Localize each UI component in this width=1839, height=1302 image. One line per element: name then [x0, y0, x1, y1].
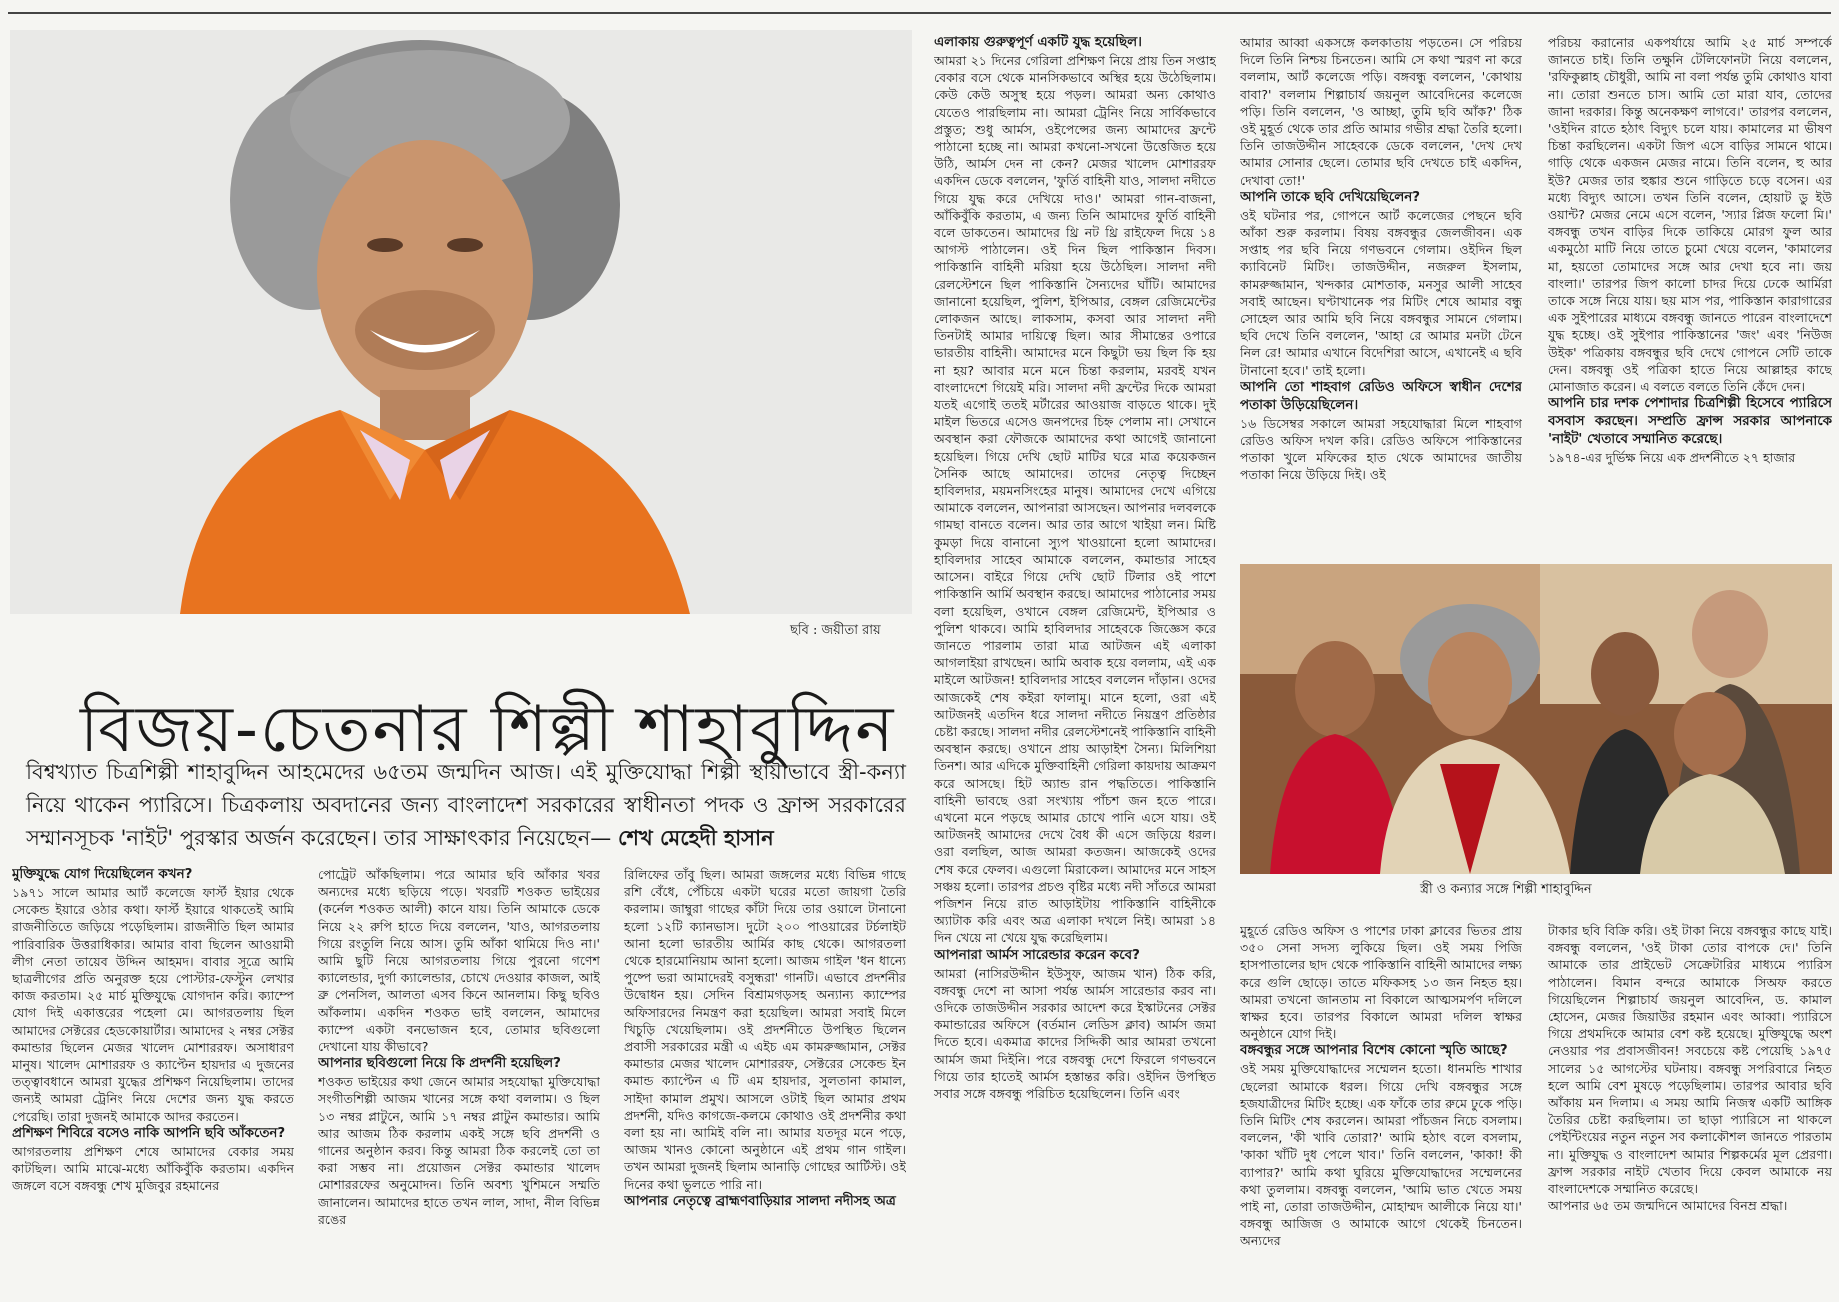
article-column-1 [12, 866, 294, 1298]
interview-question: আপনার নেতৃত্বে ব্রাহ্মণবাড়িয়ার সালদা নদীসহ অত্র [624, 1193, 896, 1209]
interview-answer: ১৯৭৪-এর দুর্ভিক্ষ নিয়ে এক প্রদর্শনীতে ২৭ হাজার [1548, 450, 1796, 466]
interview-answer: আমার আব্বা একসঙ্গে কলকাতায় পড়তেন। সে পরিচয় দিলে তিনি নিশ্চয় চিনতেন। আমি সে কথা স্মরণ না করে বললাম, আর্ট কলেজে পড়ি। বঙ্গবন্ধু বললেন, 'কোথায় বাবা?' বললাম শিল্পাচার্য জয়নুল আবেদিনের কলেজে পড়ি। তিনি বললেন, 'ও আচ্ছা, তুমি ছবি আঁক?' ঠিক ওই মুহূর্ত থেকে তার প্রতি আমার গভীর শ্রদ্ধা তৈরি হলো। তিনি তাজউদ্দীন সাহেবকে ডেকে বললেন, 'দেখ দেখ আমার সোনার ছেলে। তোমার ছবি দেখতে চাই একদিন, দেখাবা তো!' [1240, 35, 1522, 188]
interview-answer: ১৬ ডিসেম্বর সকালে আমরা সহযোদ্ধারা মিলে শাহবাগ রেডিও অফিস দখল করি। রেডিও অফিসে পাকিস্তানের পতাকা খুলে মফিকের হাত থেকে আমাদের জাতীয় পতাকা নিয়ে উড়িয়ে দিই। ওই [1240, 415, 1522, 483]
family-group-photo [1240, 564, 1832, 874]
interview-question: বঙ্গবন্ধুর সঙ্গে আপনার বিশেষ কোনো স্মৃতি আছে? [1240, 1043, 1508, 1059]
article-column-6 [1548, 34, 1832, 554]
interview-answer: ১৯৭১ সালে আমার আর্ট কলেজে ফার্স্ট ইয়ার থেকে সেকেন্ড ইয়ারে ওঠার কথা। ফার্স্ট ইয়ারে থাকতেই আমি রাজনীতিতে জড়িয়ে পড়েছিলাম। রাজনীতি ছিল আমার পারিবারিক উত্তরাধিকার। আমার বাবা ছিলেন আওয়ামী লীগ নেতা তায়েব উদ্দিন আহমদ। বাবার সূত্রে আমি ছাত্রলীগের প্রতি অনুরক্ত হয়ে পোস্টার-ফেস্টুন লেখার কাজ করতাম। ২৫ মার্চ মুক্তিযুদ্ধে যোগদান করি। ক্যাম্পে যোগ দিই একাত্তরের পহেলা মে। আগরতলায় ছিল আমাদের সেক্টরের হেডকোয়ার্টার। আমাদের ২ নম্বর সেক্টর কমান্ডার ছিলেন মেজর খালেদ মোশাররফ। অসাধারণ মানুষ। খালেদ মোশাররফ ও ক্যাপ্টেন হায়দার এ দুজনের তত্ত্বাবধানে আমরা যুদ্ধের প্রশিক্ষণ নিয়েছিলাম। তাদের জন্যই আমরা ট্রেনিং নিয়ে দেশের জন্য যুদ্ধ করতে পেরেছি। তারা দুজনই আমাকে আদর করতেন। [12, 885, 294, 1124]
interview-answer: রিলিফের তাঁবু ছিল। আমরা জঙ্গলের মধ্যে বিভিন্ন গাছে রশি বেঁধে, পেঁচিয়ে একটা ঘরের মতো জায়গা তৈরি করলাম। জাম্বুরা গাছের কাঁটা দিয়ে তার ওয়ালে টানানো হলো ১২টি ক্যানভাস। দুটো ২০০ পাওয়ারের টর্চলাইট আনা হলো ভারতীয় আর্মির কাছ থেকে। আগরতলা থেকে হারমোনিয়াম আনা হলো। আজম গাইল 'ধন ধান্যে পুষ্পে ভরা আমাদেরই বসুন্ধরা' গানটি। এভাবে প্রদর্শনীর উদ্বোধন হয়। সেদিন বিশ্রামগড়সহ অন্যান্য ক্যাম্পের অফিসারদের নিমন্ত্রণ করা হয়েছিল। আমরা সবাই মিলে খিচুড়ি খেয়েছিলাম। ওই প্রদর্শনীতে উপস্থিত ছিলেন প্রবাসী সরকারের মন্ত্রী এ এইচ এম কামরুজ্জামান, সেক্টর কমান্ডার মেজর খালেদ মোশাররফ, সেক্টরের সেকেন্ড ইন কমান্ড ক্যাপ্টেন এ টি এম হায়দার, সুলতানা কামাল, সাইদা কামাল প্রমুখ। আসলে ওটাই ছিল আমার প্রথম প্রদর্শনী, যদিও কাগজে-কলমে কোথাও ওই প্রদর্শনীর কথা বলা হয় না। আমিই বলি না। আমার যতদূর মনে পড়ে, আজম খানও কোনো অনুষ্ঠানে এই প্রথম গান গাইল। তখন আমরা দুজনই ছিলাম আনাড়ি গোছের আর্টিস্ট। ওই দিনের কথা ভুলতে পারি না। [624, 867, 906, 1192]
article-column-5 [1240, 34, 1522, 554]
interview-question: আপনারা আর্মস সারেন্ডার করেন কবে? [934, 947, 1140, 963]
interview-question: আপনার ছবিগুলো নিয়ে কি প্রদর্শনী হয়েছিল? [318, 1056, 561, 1072]
interview-question: আপনি তাকে ছবি দেখিয়েছিলেন? [1240, 189, 1421, 205]
portrait-photo [10, 30, 912, 614]
top-rule [8, 12, 1831, 14]
interview-answer: শওকত ভাইয়ের কথা জেনে আমার সহযোদ্ধা মুক্তিযোদ্ধা সংগীতশিল্পী আজম খানের সঙ্গে কথা বললাম। ও ছিল ১৩ নম্বর প্লাটুনে, আমি ১৭ নম্বর প্লাটুন কমান্ডার। আমি আর আজম ঠিক করলাম একই সঙ্গে ছবি প্রদর্শনী ও গানের অনুষ্ঠান করব। কিন্তু আমরা ঠিক করলেই তো তা করা সম্ভব না। প্রয়োজন সেক্টর কমান্ডার খালেদ মোশাররফের অনুমোদন। তিনি অবশ্য খুশিমনে সম্মতি জানালেন। আমাদের হাতে তখন লাল, সাদা, নীল বিভিন্ন রঙের [318, 1074, 600, 1227]
interview-question: আপনি তো শাহবাগ রেডিও অফিসে স্বাধীন দেশের পতাকা উড়িয়েছিলেন। [1240, 379, 1522, 413]
intro-paragraph [26, 756, 906, 855]
interview-question: এলাকায় গুরুত্বপূর্ণ একটি যুদ্ধ হয়েছিল। [934, 35, 1142, 50]
photo-credit: ছবি : জয়ীতা রায় [790, 623, 881, 638]
interview-question: মুক্তিযুদ্ধে যোগ দিয়েছিলেন কখন? [12, 867, 193, 882]
interview-question: আপনি চার দশক পেশাদার চিত্রশিল্পী হিসেবে প্যারিসে বসবাস করছেন। সম্প্রতি ফ্রান্স সরকার আপনাকে 'নাইট' খেতাবে সম্মানিত করেছে। [1548, 396, 1832, 448]
article-column-3 [624, 866, 906, 1298]
article-column-7 [1240, 922, 1522, 1298]
interview-answer: ওই ঘটনার পর, গোপনে আর্ট কলেজের পেছনে ছবি আঁকা শুরু করলাম। বিষয় বঙ্গবন্ধুর জেলজীবন। এক সপ্তাহ পর ছবি নিয়ে গণভবনে গেলাম। ওইদিন ছিল ক্যাবিনেট মিটিং। তাজউদ্দীন, নজরুল ইসলাম, কামরুজ্জামান, খন্দকার মোশতাক, মনসুর আলী সাহেব সবাই আছেন। ঘণ্টাখানেক পর মিটিং শেষে আমার বন্ধু সোহেল আর আমি ছবি নিয়ে বঙ্গবন্ধুর সামনে গেলাম। ছবি দেখে তিনি বললেন, 'আহা রে আমার মনটা টেনে নিল রে! আমার এখানে বিদেশিরা আসে, এখানেই এ ছবি টানানো হবে।' তাই হলো। [1240, 207, 1522, 378]
interview-answer: আমরা ২১ দিনের গেরিলা প্রশিক্ষণ নিয়ে প্রায় তিন সপ্তাহ বেকার বসে থেকে মানসিকভাবে অস্থির হয়ে উঠেছিলাম। কেউ কেউ অসুস্থ হয়ে পড়ল। আমরা অন্য কোথাও যেতেও পারছিলাম না। আমরা ট্রেনিং নিয়ে সার্বিকভাবে প্রস্তুত; শুধু আর্মস, ওইপেন্সের জন্য আমাদের ফ্রন্টে পাঠানো হচ্ছে না। আমরা কখনো-সখনো উত্তেজিত হয়ে উঠি, আর্মস দেন না কেন? মেজর খালেদ মোশাররফ একদিন ডেকে বললেন, 'ফুর্তি বাহিনী যাও, সালদা নদীতে গিয়ে যুদ্ধ করে দেখিয়ে দাও।' আমরা গান-বাজনা, আঁকিবুঁকি করতাম, এ জন্য তিনি আমাদের ফুর্তি বাহিনী বলে ডাকতেন। আমাদের থ্রি নট থ্রি রাইফেল দিয়ে ১৪ আগস্ট পাঠালেন। ওই দিন ছিল পাকিস্তান দিবস। পাকিস্তানি বাহিনী মরিয়া হয়ে উঠেছিল। সালদা নদী রেলস্টেশনে ছিল পাকিস্তানি সৈন্যদের ঘাঁটি। আমাদের জানানো হয়েছিল, পুলিশ, ইপিআর, বেঙ্গল রেজিমেন্টের লোকজন আছে। লাকসাম, কসবা আর সালদা নদী তিনটাই আমার দায়িত্বে ছিল। আর সীমান্তের ওপারে ভারতীয় বাহিনী। আমাদের মনে কিছুটা ভয় ছিল কি হয় না হয়? আবার মনে মনে চিন্তা করলাম, মরবই যখন বাংলাদেশে গিয়েই মরি। সালদা নদী ফ্রন্টের দিকে আমরা যতই এগোই ততই মর্টারের আওয়াজ বাড়তে থাকে। দুই মাইল ভিতরে এসেও জনপদের চিহ্ন পেলাম না। সেখানে অবস্থান করা ফৌজকে আমাদের কথা আগেই জানানো হয়েছিল। গিয়ে দেখি ছোট মাটির ঘরে মাত্র কয়েকজন সৈনিক আছে আমাদের। তাদের নেতৃত্ব দিচ্ছেন হাবিলদার, ময়মনসিংহের মানুষ। আমাদের দেখে এগিয়ে আমাকে বললেন, আপনারা আসছেন। আপনার দলবলকে গামছা বানতে বলেন। আর তার আগে খাইয়া লন। মিষ্টি কুমড়া দিয়ে বানানো স্যুপ খাওয়ানো হলো আমাদের। হাবিলদার সাহেব আমাকে বললেন, কমান্ডার সাহেব আসেন। বাইরে গিয়ে দেখি ছোট টিলার ওই পাশে পাকিস্তানি আর্মি অবস্থান করছে। আমাদের পাঠানোর সময় বলা হয়েছিল, ওখানে বেঙ্গল রেজিমেন্ট, ইপিআর ও পুলিশ থাকবে। আমি হাবিলদার সাহেবকে জিজ্ঞেস করে জানতে পারলাম তারা মাত্র আটজন এই এলাকা আগলাইয়া রাখছেন। আমি অবাক হয়ে বললাম, এই এক মাইলে আটজন! হাবিলদার সাহেব বললেন দাঁড়ান। ওদের আজকেই শেষ কইরা ফালামু। মানে হলো, ওরা এই আটজনই এতদিন ধরে সালদা নদীতে নিয়ন্ত্রণ প্রতিষ্ঠার চেষ্টা করছে। সালদা নদীর রেলস্টেশনেই পাকিস্তানি বাহিনী অবস্থান করছে। ওখানে প্রায় আড়াইশ সৈন্য। মিলিশিয়া তিনশ। আর এদিকে মুক্তিবাহিনী গেরিলা কায়দায় আক্রমণ করে আসছে। হিট অ্যান্ড রান পদ্ধতিতে। পাকিস্তানি বাহিনী ভাবছে ওরা সংখ্যায় পাঁচশ জন হতে পারে। এখনো মনে পড়ছে আমার চোখে পানি এসে যায়। ওই আটজনই আমাদের দেখে বৈধ কী এসে জড়িয়ে ধরল। ওরা বলছিল, আজ আমরা কতজন। আজকেই ওদের শেষ করে ফেলব। এগুলো মিরাকেল। আমাদের মনে সাহস সঞ্চয় হলো। তারপর প্রচণ্ড বৃষ্টির মধ্যে নদী সাঁতরে আমরা পজিশন নিয়ে রাত আড়াইটায় পাকিস্তানি বাহিনীকে অ্যাটাক করি এবং অত্র এলাকা দখলে নিই। আমরা ১৪ দিন খেয়ে না খেয়ে যুদ্ধ করেছিলাম। [934, 53, 1216, 946]
interview-answer: পরিচয় করানোর একপর্যায়ে আমি ২৫ মার্চ সম্পর্কে জানতে চাই। তিনি তক্ষুনি টেলিফোনটা নিয়ে বললেন, 'রফিকুল্লাহ চৌধুরী, আমি না বলা পর্যন্ত তুমি কোথাও যাবা না। তোরা শুনতে চাস। আমি তো মারা যাব, তোদের জানা দরকার। কিন্তু অনেকক্ষণ লাগবে।' তারপর বললেন, 'ওইদিন রাতে হঠাৎ বিদ্যুৎ চলে যায়। কামালের মা ভীষণ চিন্তা করছিলেন। একটা জিপ এসে বাড়ির সামনে থামে। গাড়ি থেকে একজন মেজর নামে। তিনি বলেন, হু আর ইউ? মেজর তার হুঙ্কার শুনে গাড়িতে চড়ে বসেন। এর মধ্যে বিদ্যুৎ আসে। তখন তিনি বলেন, হোয়াট ডু ইউ ওয়ান্ট? মেজর নেমে এসে বলেন, 'স্যার প্লিজ ফলো মি।' বঙ্গবন্ধু তখন বাড়ির দিকে তাকিয়ে মোরগ ফুল আর একমুঠো মাটি নিয়ে তাতে চুমো খেয়ে বলেন, 'কামালের মা, হয়তো তোমাদের সঙ্গে আর দেখা হবে না। জয় বাংলা।' তারপর জিপ কালো চাদর দিয়ে ঢেকে আর্মিরা তাকে সঙ্গে নিয়ে যায়। ছয় মাস পর, পাকিস্তান কারাগারের এক সুইপারের মাধ্যমে বঙ্গবন্ধু জানতে পারেন বাংলাদেশে যুদ্ধ হচ্ছে। ওই সুইপার পাকিস্তানের 'জং' এবং 'নিউজ উইক' পত্রিকায় বঙ্গবন্ধুর ছবি দেখে গোপনে সেটি তাকে দেন। বঙ্গবন্ধু ওই পত্রিকা হাতে নিয়ে আল্লাহর কাছে মোনাজাত করেন। এ বলতে বলতে তিনি কেঁদে দেন। [1548, 35, 1832, 395]
article-column-4 [934, 34, 1216, 1298]
headline: বিজয়-চেতনার শিল্পী শাহাবুদ্দিন [80, 692, 896, 767]
interview-question: প্রশিক্ষণ শিবিরে বসেও নাকি আপনি ছবি আঁকতেন? [12, 1125, 286, 1141]
article-column-8 [1548, 922, 1832, 1298]
interview-answer: আগরতলায় প্রশিক্ষণ শেষে আমাদের বেকার সময় কাটছিল। আমি মাঝে-মধ্যে আঁকিবুঁকি করতাম। একদিন জঙ্গলে বসে বঙ্গবন্ধু শেখ মুজিবুর রহমানের [12, 1143, 294, 1194]
interview-answer: পোট্রেট আঁকছিলাম। পরে আমার ছবি আঁকার খবর অন্যদের মধ্যে ছড়িয়ে পড়ে। খবরটি শওকত ভাইয়ের (কর্নেল শওকত আলী) কানে যায়। তিনি আমাকে ডেকে নিয়ে ২২ রুপি হাতে দিয়ে বললেন, 'যাও, আগরতলায় গিয়ে রংতুলি নিয়ে আস। তুমি আঁকা থামিয়ে দিও না।' আমি ছুটি নিয়ে আগরতলায় গিয়ে পুরনো গণেশ ক্যালেন্ডার, দুর্গা ক্যালেন্ডার, চোখে দেওয়ার কাজল, আই ব্রু পেনসিল, আলতা এসব কিনে আনলাম। কিছু ছবিও আঁকলাম। একদিন শওকত ভাই বললেন, আমাদের ক্যাম্পে একটা বনভোজন হবে, তোমার ছবিগুলো দেখানো যায় কীভাবে? [318, 867, 600, 1055]
interview-answer: আপনার ৬৫ তম জন্মদিনে আমাদের বিনম্র শ্রদ্ধা। [1548, 1198, 1788, 1214]
intro-text: বিশ্বখ্যাত চিত্রশিল্পী শাহাবুদ্দিন আহমেদের ৬৫তম জন্মদিন আজ। এই মুক্তিযোদ্ধা শিল্পী স্থায়ীভাবে স্ত্রী-কন্যা নিয়ে থাকেন প্যারিসে। চিত্রকলায় অবদানের জন্য বাংলাদেশ সরকারের স্বাধীনতা পদক ও ফ্রান্স সরকারের সম্মানসূচক 'নাইট' পুরস্কার অর্জন করেছেন। তার সাক্ষাৎকার নিয়েছেন— [26, 760, 906, 850]
byline: শেখ মেহেদী হাসান [617, 826, 774, 850]
interview-answer: আমরা (নাসিরউদ্দীন ইউসুফ, আজম খান) ঠিক করি, বঙ্গবন্ধু দেশে না আসা পর্যন্ত আর্মস সারেন্ডার করব না। ওদিকে তাজউদ্দীন সরকার আদেশ করে ইস্কাটনের সেক্টর কমান্ডারের অফিসে (বর্তমান লেডিস ক্লাব) আর্মস জমা দিতে হবে। একমাত্র কাদের সিদ্দিকী আর আমরা তখনো আর্মস জমা দিইনি। পরে বঙ্গবন্ধু দেশে ফিরলে গণভবনে গিয়ে তার হাতেই আর্মস হস্তান্তর করি। ওইদিন উপস্থিত সবার সঙ্গে বঙ্গবন্ধু পরিচিত হয়েছিলেন। তিনি এবং [934, 965, 1216, 1101]
interview-answer: টাকার ছবি বিক্রি করি। ওই টাকা নিয়ে বঙ্গবন্ধুর কাছে যাই। বঙ্গবন্ধু বললেন, 'ওই টাকা তোর বাপকে দে।' তিনি আমাকে তার প্রাইভেট সেক্রেটারির মাধ্যমে প্যারিস পাঠালেন। বিমান বন্দরে আমাকে সিঅফ করতে গিয়েছিলেন শিল্পাচার্য জয়নুল আবেদিন, ড. কামাল হোসেন, মেজর জিয়াউর রহমান এবং আব্বা। প্যারিসে গিয়ে প্রথমদিকে আমার বেশ কষ্ট হয়েছে। মুক্তিযুদ্ধে অংশ নেওয়ার পর প্রবাসজীবন! সবচেয়ে কষ্ট পেয়েছি ১৯৭৫ সালের ১৫ আগস্টের ঘটনায়। বঙ্গবন্ধু সপরিবারে নিহত হলে আমি বেশ মুষড়ে পড়েছিলাম। তারপর আবার ছবি আঁকায় মন দিলাম। এ সময় আমি নিজস্ব একটি আঙ্গিক তৈরির চেষ্টা করছিলাম। তা ছাড়া প্যারিসে না থাকলে পেইন্টিংয়ের নতুন নতুন সব কলাকৌশল জানতে পারতাম না। মুক্তিযুদ্ধ ও বাংলাদেশ আমার শিল্পকর্মের মূল প্রেরণা। ফ্রান্স সরকার নাইট খেতাব দিয়ে কেবল আমাকে নয় বাংলাদেশকে সম্মানিত করেছে। [1548, 923, 1832, 1197]
article-column-2 [318, 866, 600, 1298]
group-photo-caption: স্ত্রী ও কন্যার সঙ্গে শিল্পী শাহাবুদ্দিন [1420, 882, 1592, 897]
interview-answer: মুহূর্তে রেডিও অফিস ও পাশের ঢাকা ক্লাবের ভিতর প্রায় ৩৫০ সেনা সদস্য লুকিয়ে ছিল। ওই সময় পিজি হাসপাতালের ছাদ থেকে পাকিস্তানি বাহিনী আমাদের লক্ষ্য করে গুলি ছোড়ে। তাতে মফিকসহ ১৩ জন নিহত হয়। আমরা তখনো জানতাম না বিকালে আত্মসমর্পণ দলিলে স্বাক্ষর হবে। তারপর বিকালে আমরা দলিল স্বাক্ষর অনুষ্ঠানে যোগ দিই। [1240, 923, 1522, 1042]
interview-answer: ওই সময় মুক্তিযোদ্ধাদের সম্মেলন হতো। ধানমন্ডি শাখার ছেলেরা আমাকে ধরল। গিয়ে দেখি বঙ্গবন্ধুর সঙ্গে হজযাত্রীদের মিটিং হচ্ছে। এক ফাঁকে তার রুমে ঢুকে পড়ি। তিনি মিটিং শেষ করলেন। আমরা পাঁচজন নিচে বসলাম। বললেন, 'কী খাবি তোরা?' আমি হঠাৎ বলে বসলাম, 'কাকা খাঁটি দুধ পেলে খাব।' তিনি বললেন, 'কাকা! কী ব্যাপার?' আমি কথা ঘুরিয়ে মুক্তিযোদ্ধাদের সম্মেলনের কথা তুললাম। বঙ্গবন্ধু বললেন, 'আমি ভাত খেতে সময় পাই না, তোরা তাজউদ্দীন, মোহাম্মদ আলীকে নিয়ে যা।' বঙ্গবন্ধু আজিজ ও আমাকে আগে থেকেই চিনতেন। অন্যদের [1240, 1061, 1522, 1249]
